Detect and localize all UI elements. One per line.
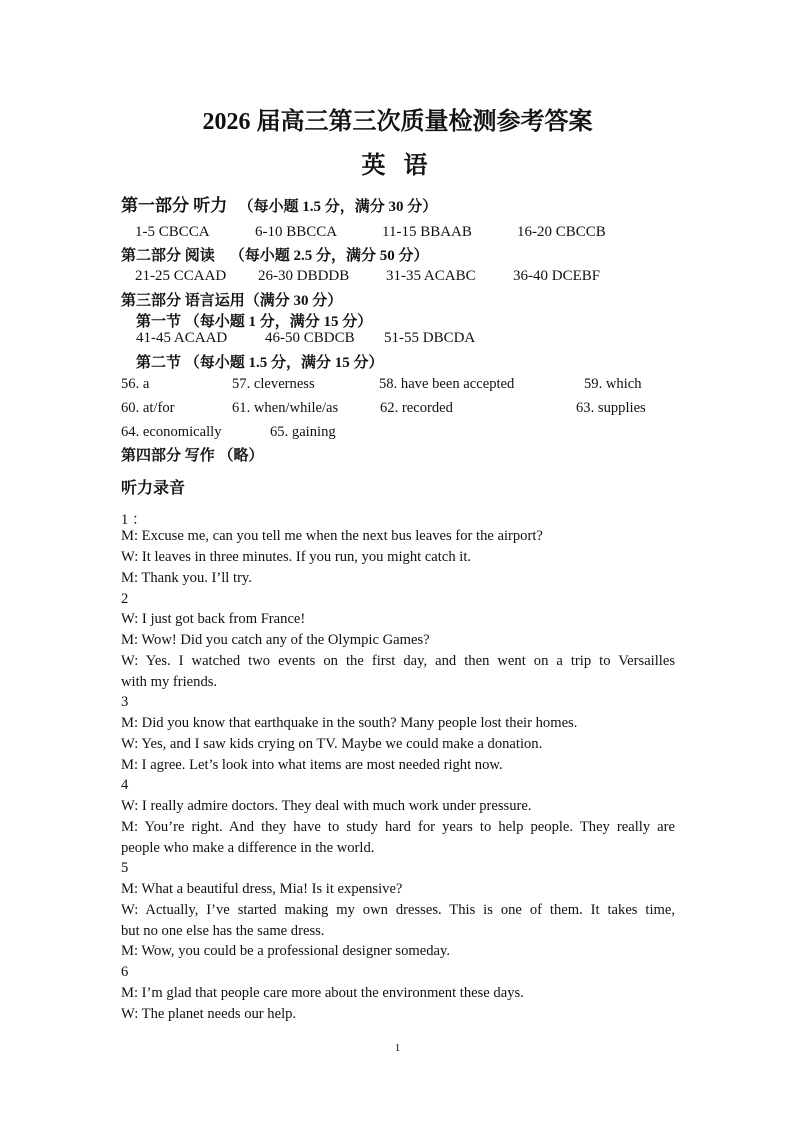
transcript-line: 4 (121, 777, 129, 793)
part3-section1-heading: 第一节 （每小题 1 分，满分 15 分） (136, 314, 373, 330)
transcript-line: W: It leaves in three minutes. If you run, you might catch it. (121, 549, 472, 565)
subject-title: 英 语 (361, 153, 434, 179)
transcript-line: 1 ： (121, 512, 147, 528)
answer-item: 61. when/while/as (232, 400, 339, 416)
answer-item: 6-10 BBCCA (255, 224, 338, 240)
page-number: 1 (394, 1042, 401, 1054)
answer-item: 26-30 DBDDB (258, 268, 350, 284)
answer-item: 1-5 CBCCA (135, 224, 210, 240)
page-title: 2026 届高三第三次质量检测参考答案 (202, 109, 593, 135)
answer-item: 63. supplies (576, 400, 646, 416)
transcript-line: M: Thank you. I’ll try. (121, 570, 252, 586)
answer-item: 60. at/for (121, 400, 175, 416)
answer-item: 36-40 DCEBF (513, 268, 601, 284)
transcript-line: but no one else has the same dress. (121, 923, 325, 939)
answer-item: 57. cleverness (232, 376, 315, 392)
transcript-line: 3 (121, 694, 129, 710)
transcript-line: M: Wow, you could be a professional designer someday. (121, 943, 451, 959)
answer-item: 58. have been accepted (379, 376, 515, 392)
part4-heading: 第四部分 写作 （略） (121, 448, 264, 464)
part2-score: （每小题 2.5 分，满分 50 分） (229, 248, 429, 264)
transcript-line: 6 (121, 964, 129, 980)
transcript-line: with my friends. (121, 674, 218, 690)
answer-item: 56. a (121, 376, 150, 392)
transcript-line: W: I really admire doctors. They deal with much work under pressure. (121, 798, 532, 814)
transcript-line: M: Excuse me, can you tell me when the next bus leaves for the airport? (121, 528, 543, 544)
answer-item: 31-35 ACABC (386, 268, 476, 284)
transcript-line: W: Yes. I watched two events on the first day, and then went on a trip to Versailles (121, 653, 675, 669)
transcript-line: W: Actually, I’ve started making my own dresses. This is one of them. It takes time, (121, 902, 675, 918)
part1-header (121, 191, 437, 216)
answer-item: 59. which (584, 376, 642, 392)
part3-heading: 第三部分 语言运用（满分 30 分） (121, 293, 343, 309)
part1-score: （每小题 1.5 分，满分 30 分） (238, 199, 438, 215)
transcript-line: people who make a difference in the world. (121, 840, 375, 856)
transcript-line: M: What a beautiful dress, Mia! Is it expensive? (121, 881, 403, 897)
transcript-line: M: Wow! Did you catch any of the Olympic Games? (121, 632, 430, 648)
transcript-line: M: You’re right. And they have to study hard for years to help people. They really are (121, 819, 675, 835)
transcript-line: 2 (121, 591, 129, 607)
part1-heading: 第一部分 听力 (121, 196, 228, 215)
answer-item: 46-50 CBDCB (265, 330, 355, 346)
transcript-line: W: Yes, and I saw kids crying on TV. Maybe we could make a donation. (121, 736, 543, 752)
transcript-line: W: I just got back from France! (121, 611, 306, 627)
part2-heading: 第二部分 阅读 (121, 248, 215, 264)
part2-header (121, 244, 429, 265)
transcript-line: W: The planet needs our help. (121, 1006, 297, 1022)
transcript-line: 5 (121, 860, 129, 876)
answer-item: 41-45 ACAAD (136, 330, 228, 346)
part3-section2-heading: 第二节 （每小题 1.5 分，满分 15 分） (136, 355, 384, 371)
answer-item: 65. gaining (270, 424, 336, 440)
answer-item: 51-55 DBCDA (384, 330, 476, 346)
answer-item: 21-25 CCAAD (135, 268, 227, 284)
answer-item: 62. recorded (380, 400, 453, 416)
transcript-line: M: I agree. Let’s look into what items are most needed right now. (121, 757, 503, 773)
answer-item: 11-15 BBAAB (382, 224, 472, 240)
transcript-heading: 听力录音 (121, 480, 186, 497)
answer-item: 16-20 CBCCB (517, 224, 606, 240)
answer-item: 64. economically (121, 424, 222, 440)
transcript-line: M: Did you know that earthquake in the south? Many people lost their homes. (121, 715, 578, 731)
transcript-line: M: I’m glad that people care more about the environment these days. (121, 985, 524, 1001)
